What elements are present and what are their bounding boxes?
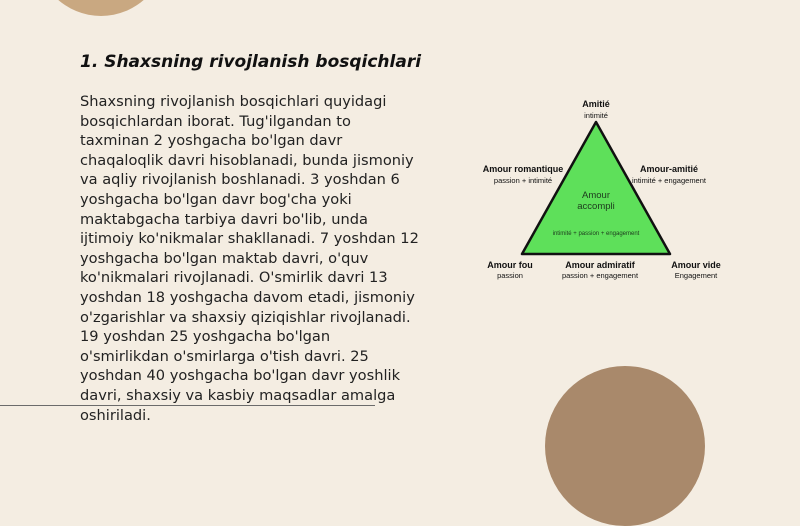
inner-label: intimité + passion + engagement bbox=[552, 231, 640, 237]
edge-label-bottom-center: Amour admiratif bbox=[565, 260, 635, 270]
edge-label-right: Amour-amitié bbox=[639, 164, 699, 174]
divider-line bbox=[0, 405, 375, 406]
vertex-label-bottom-right: Amour vide bbox=[671, 260, 721, 270]
vertex-sub-bottom-left: passion bbox=[497, 271, 523, 280]
decorative-circle-top bbox=[36, 0, 166, 16]
center-label-line2: accompli bbox=[577, 201, 615, 212]
center-label-line1: Amour bbox=[582, 190, 610, 201]
vertex-label-top: Amitié bbox=[582, 99, 610, 109]
love-triangle-diagram bbox=[470, 95, 740, 285]
edge-label-left: Amour romantique bbox=[482, 164, 564, 174]
edge-sub-right: intimité + engagement bbox=[631, 176, 707, 185]
vertex-sub-top: intimité bbox=[584, 111, 608, 120]
edge-sub-bottom-center: passion + engagement bbox=[561, 271, 639, 280]
vertex-label-bottom-left: Amour fou bbox=[487, 260, 533, 270]
vertex-sub-bottom-right: Engagement bbox=[674, 271, 718, 280]
decorative-circle-bottom bbox=[545, 366, 705, 526]
edge-sub-left: passion + intimité bbox=[493, 176, 553, 185]
slide-body-text: Shaxsning rivojlanish bosqichlari quyidagi bosqichlardan iborat. Tug'ilgandan to taxminan 2 yoshgacha bo'lgan davr chaqaloqlik davri hisoblanadi, bunda jismoniy va aqliy rivojlanish boshlanadi. 3 yoshdan 6 yoshgacha bo'lgan davr bog'cha yoki maktabgacha tarbiya davri bo'lib, unda ijtimoiy ko'nikmalar shakllanadi. 7 yoshdan 12 yoshgacha bo'lgan maktab davri, o'quv ko'nikmalari rivojlanadi. O'smirlik davri 13 yoshdan 18 yoshgacha davom etadi, jismoniy o'zgarishlar va shaxsiy qiziqishlar rivojlanadi. 19 yoshdan 25 yoshgacha bo'lgan o'smirlikdan o'smirlarga o'tish davri. 25 yoshdan 40 yoshgacha bo'lgan davr yoshlik davri, shaxsiy va kasbiy maqsadlar amalga oshiriladi. bbox=[80, 93, 419, 424]
slide-title: 1. Shaxsning rivojlanish bosqichlari bbox=[80, 52, 422, 72]
